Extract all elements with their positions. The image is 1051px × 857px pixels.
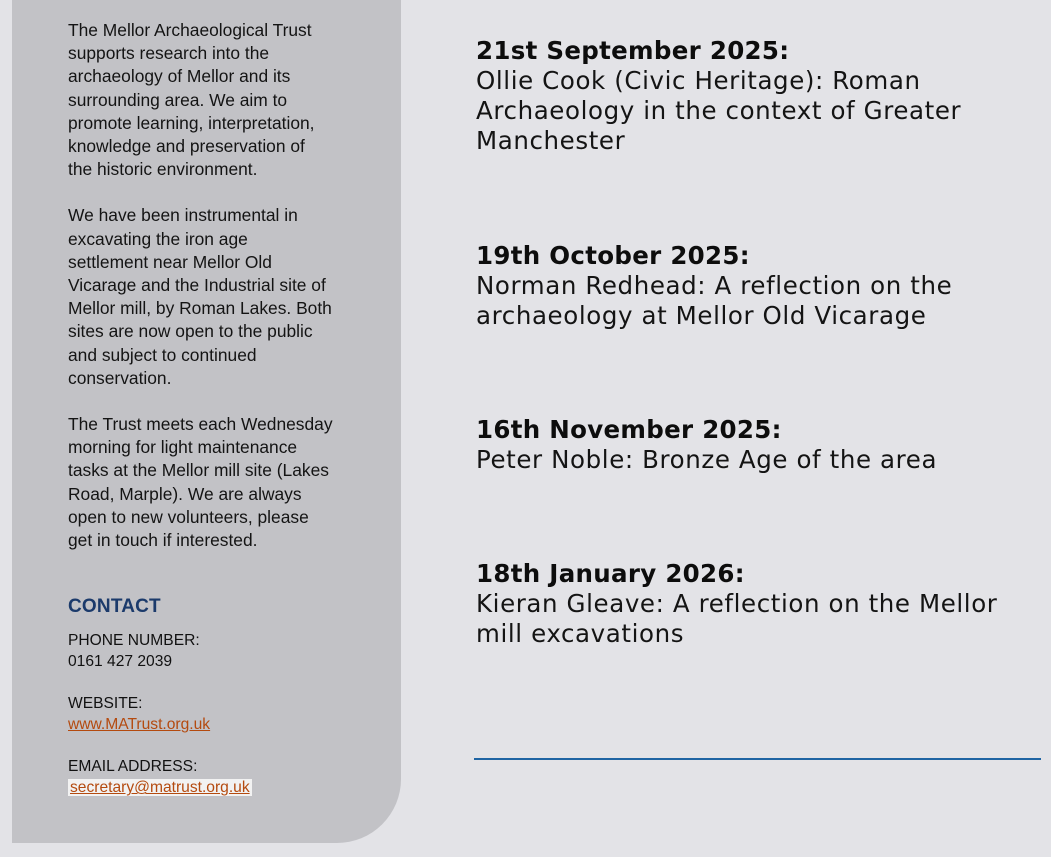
event-item [476,415,1046,475]
volunteer-paragraph: The Trust meets each Wednesday morning for light maintenance tasks at the Mellor mill site (Lakes Road, Marple). We are always open to new volunteers, please get in touch if interested. [68,414,333,551]
event-item [476,241,1046,331]
event-description: Kieran Gleave: A reflection on the Mellor mill excavations [476,589,998,648]
event-date: 21st September 2025 [476,36,780,65]
event-description: Ollie Cook (Civic Heritage): Roman Archaeology in the context of Greater Manchester [476,66,962,155]
website-link[interactable]: www.MATrust.org.uk [68,716,211,734]
event-description: Norman Redhead: A reflection on the archaeology at Mellor Old Vicarage [476,271,953,330]
sites-paragraph: We have been instrumental in excavating the iron age settlement near Mellor Old Vicarage and the Industrial site of Mellor mill, by Roman Lakes. Both sites are now open to the public and subject to continued conservation. [68,205,332,388]
website-label: WEBSITE: [68,695,143,713]
phone-label: PHONE NUMBER: [68,632,200,650]
website-block [68,693,381,735]
contact-heading: CONTACT [68,596,161,618]
email-link[interactable]: secretary@matrust.org.uk [70,779,250,797]
event-item [476,559,1046,649]
event-description: Peter Noble: Bronze Age of the area [476,445,938,474]
event-date-colon: : [734,559,745,588]
about-paragraph: The Mellor Archaeological Trust supports research into the archaeology of Mellor and its surrounding area. We aim to promote learning, interpretation, knowledge and preservation of the historic environment. [68,20,315,180]
event-date-colon: : [771,415,782,444]
phone-number: 0161 427 2039 [68,653,173,671]
email-block [68,756,381,798]
event-date: 18th January 2026 [476,559,735,588]
event-date-colon: : [739,241,750,270]
divider-line [474,758,1041,760]
event-item [476,36,1046,156]
phone-block [68,630,381,672]
event-date: 19th October 2025 [476,241,740,270]
email-label: EMAIL ADDRESS: [68,758,198,776]
event-date-colon: : [779,36,790,65]
sidebar-panel [12,0,401,843]
event-date: 16th November 2025 [476,415,772,444]
